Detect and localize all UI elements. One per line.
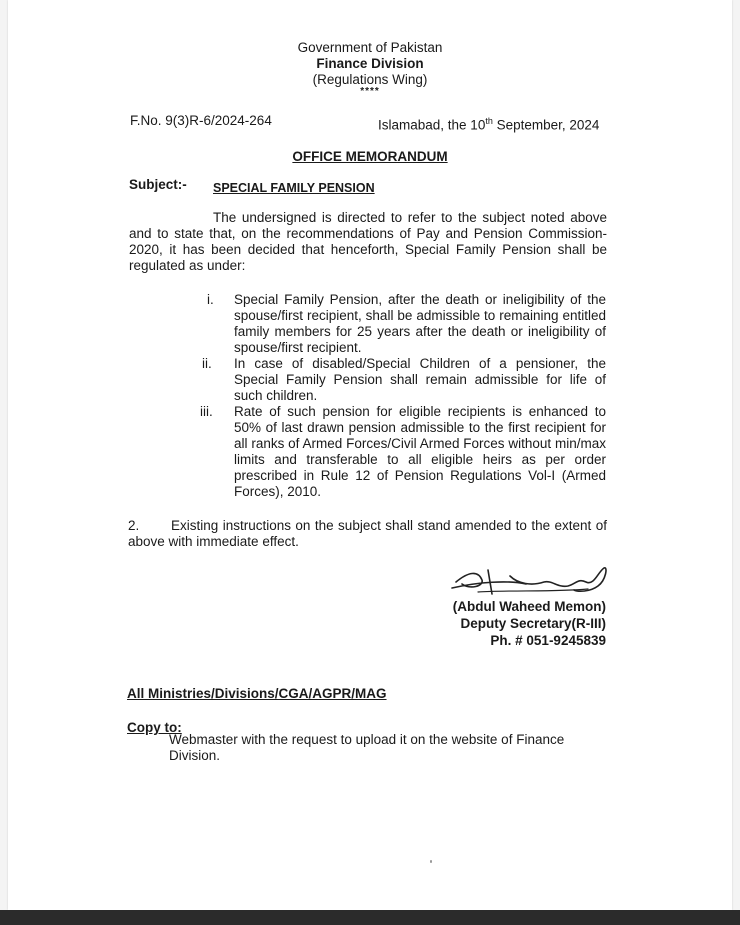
paragraph-2-text: Existing instructions on the subject shall stand amended to the extent of above with immediate effect. bbox=[128, 518, 607, 549]
subject-text: SPECIAL FAMILY PENSION bbox=[213, 181, 375, 195]
item-number: iii. bbox=[200, 404, 213, 419]
file-number: F.No. 9(3)R-6/2024-264 bbox=[130, 113, 272, 128]
copy-to-label: Copy to: bbox=[127, 720, 182, 735]
date-suffix: September, 2024 bbox=[492, 117, 600, 133]
signature-image bbox=[448, 562, 610, 602]
item-text: In case of disabled/Special Children of a pensioner, the Special Family Pension shall remain admissible for life of such children. bbox=[234, 356, 606, 403]
copy-to-text: Webmaster with the request to upload it on the website of Finance Division. bbox=[169, 732, 565, 763]
date-prefix: Islamabad, the 10 bbox=[378, 117, 486, 133]
item-number: ii. bbox=[202, 356, 212, 371]
scan-speck bbox=[430, 860, 432, 863]
memo-date bbox=[378, 116, 599, 133]
scan-bottom-edge bbox=[0, 910, 740, 925]
signatory-name: (Abdul Waheed Memon) bbox=[452, 599, 606, 614]
subject-label: Subject:- bbox=[129, 177, 187, 192]
signatory-phone: Ph. # 051-9245839 bbox=[490, 633, 606, 648]
header-wing: (Regulations Wing) bbox=[312, 72, 428, 87]
date-sup: th bbox=[485, 116, 493, 126]
distribution-list: All Ministries/Divisions/CGA/AGPR/MAG bbox=[127, 686, 387, 701]
header-government: Government of Pakistan bbox=[297, 40, 443, 55]
signatory-designation: Deputy Secretary(R-III) bbox=[460, 616, 606, 631]
memo-page bbox=[8, 0, 732, 910]
memo-title: OFFICE MEMORANDUM bbox=[292, 149, 448, 164]
item-text: Rate of such pension for eligible recipients is enhanced to 50% of last drawn pension admissible to the first recipient for all ranks of Armed Forces/Civil Armed Forces without min/max limits and transferable to all eligible heirs as per order prescribed in Rule 12 of Pension Regulations Vol-I (Armed Forces), 2010. bbox=[234, 404, 606, 499]
header-division: Finance Division bbox=[316, 56, 424, 71]
item-number: i. bbox=[207, 292, 214, 307]
paragraph-2 bbox=[128, 518, 607, 550]
item-text: Special Family Pension, after the death or ineligibility of the spouse/first recipient, shall be admissible to remaining entitled family members for 25 years after the death or ineligibility of spouse/first recipient. bbox=[234, 292, 606, 355]
intro-paragraph: The undersigned is directed to refer to the subject noted above and to state that, on the recommendations of Pay and Pension Commission-2020, it has been decided that henceforth, Special Family Pension shall be regulated as under: bbox=[129, 210, 607, 273]
paragraph-2-number: 2. bbox=[128, 518, 140, 533]
header-stars: **** bbox=[360, 86, 380, 97]
